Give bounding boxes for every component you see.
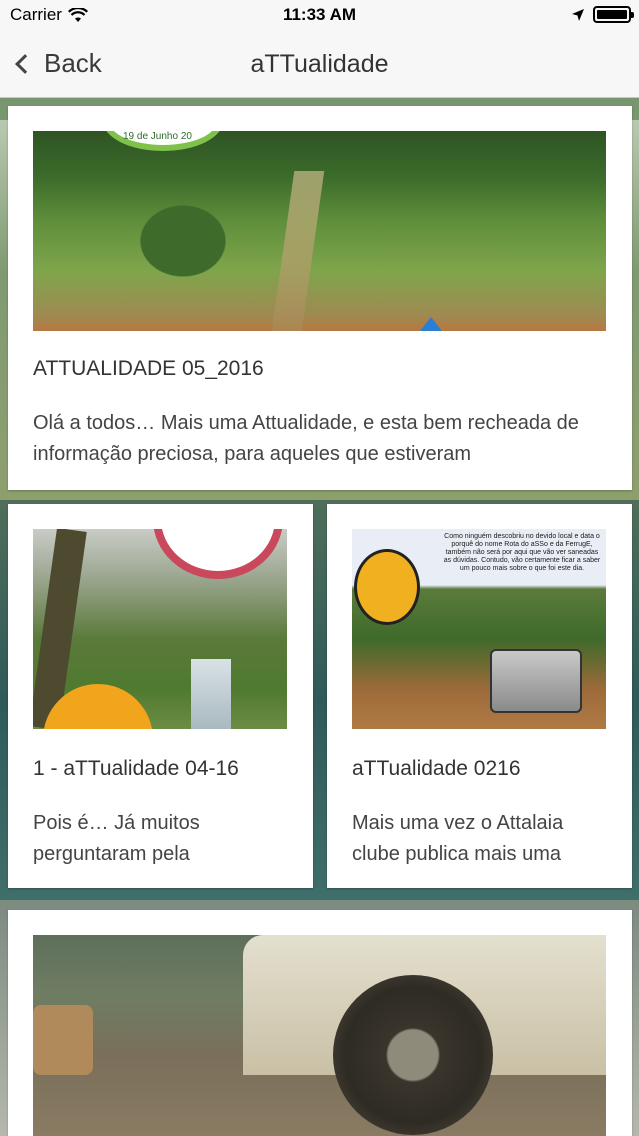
article-card[interactable] — [8, 106, 632, 490]
club-logo — [153, 529, 283, 579]
status-right — [571, 6, 631, 23]
back-label: Back — [44, 48, 102, 78]
status-bar — [0, 0, 639, 32]
club-logo — [354, 549, 420, 625]
page-title: aTTualidade — [250, 50, 389, 78]
article-excerpt: Olá a todos… Mais uma Attualidade, e esta bem recheada de informação preciosa, para aqueles que estiveram — [33, 412, 579, 465]
article-card[interactable] — [327, 504, 632, 888]
article-image — [352, 529, 606, 729]
article-image — [33, 131, 606, 331]
location-marker-icon — [420, 317, 442, 331]
carrier-label: Carrier — [10, 5, 62, 24]
wheel-image — [333, 975, 493, 1135]
status-time: 11:33 AM — [282, 5, 357, 24]
image-caption: 19 de Junho 20 — [123, 131, 192, 142]
location-arrow-icon — [571, 8, 585, 22]
article-title: ATTUALIDADE 05_2016 — [33, 357, 264, 380]
battery-icon — [593, 6, 631, 23]
article-title: aTTualidade 0216 — [352, 757, 521, 780]
article-image — [33, 935, 606, 1136]
image-text: Como ninguém descobriu no devido local e data o porquê do nome Rota do aSSo e da FerrugE, também não será por aqui que vão ver saneadas as dúvidas. Contudo, vão certamente ficar a saber um pouco mais sobre o que foi este dia. — [443, 533, 601, 572]
article-card[interactable] — [8, 910, 632, 1136]
article-excerpt: Pois é… Já muitos perguntaram pela — [33, 812, 200, 865]
article-title: 1 - aTTualidade 04-16 — [33, 757, 239, 780]
jeep-image — [490, 649, 582, 713]
article-card[interactable] — [8, 504, 313, 888]
navigation-bar — [0, 32, 639, 98]
article-image — [33, 529, 287, 729]
article-excerpt: Mais uma vez o Attalaia clube publica mais uma — [352, 812, 564, 865]
